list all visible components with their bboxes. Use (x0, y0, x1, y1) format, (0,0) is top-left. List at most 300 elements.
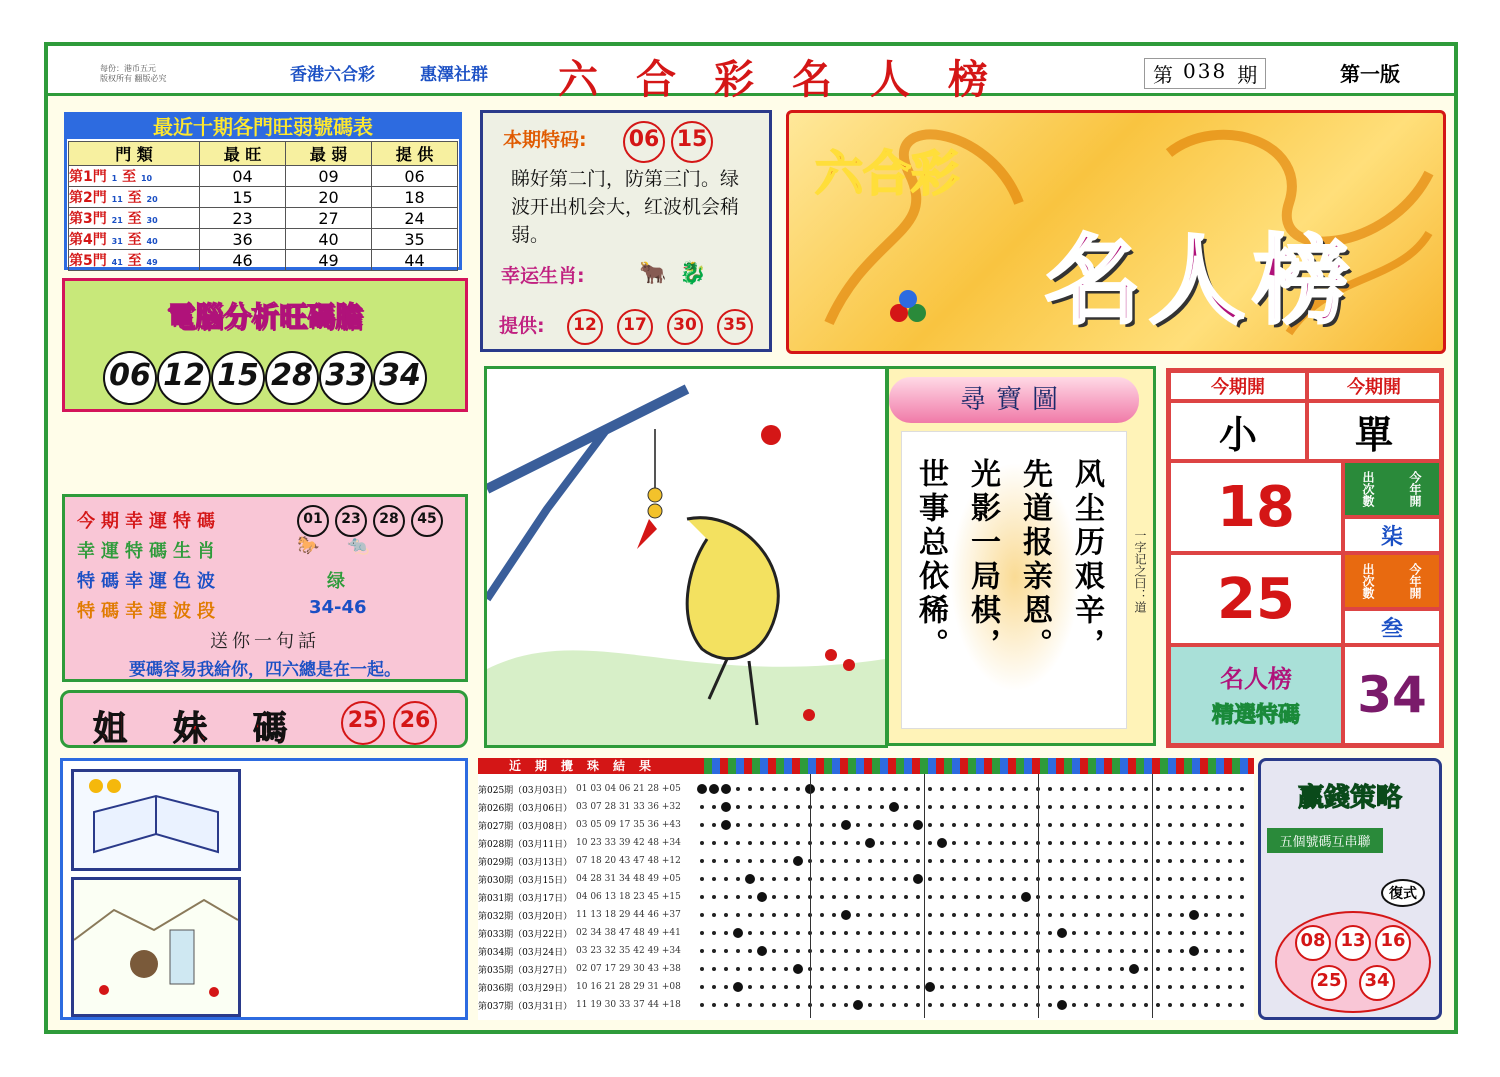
grid-dot (796, 787, 800, 791)
grid-dot (748, 823, 752, 827)
grid-dot (976, 931, 980, 935)
history-period: 第037期（03月31日） (478, 1001, 573, 1012)
grid-dot (760, 1003, 764, 1007)
table-row (69, 250, 458, 271)
grid-dot (1240, 967, 1244, 971)
grid-dot (700, 967, 704, 971)
grid-dot (904, 949, 908, 953)
grid-dot (733, 982, 743, 992)
grid-dot (1072, 931, 1076, 935)
grid-dot (856, 985, 860, 989)
grid-dot (940, 931, 944, 935)
grid-dot (760, 823, 764, 827)
grid-dot (1000, 931, 1004, 935)
grid-dot (1048, 787, 1052, 791)
grid-dot (820, 823, 824, 827)
history-panel (478, 758, 1254, 1020)
header-bar (48, 46, 1454, 103)
grid-dot (952, 931, 956, 935)
grid-dot (856, 787, 860, 791)
grid-dot (724, 859, 728, 863)
grid-dot (868, 805, 872, 809)
grid-dot (892, 1003, 896, 1007)
result-count-2: 叁 (1343, 609, 1441, 645)
grid-dot (916, 949, 920, 953)
grid-dot (856, 841, 860, 845)
grid-dot (1000, 805, 1004, 809)
history-row (478, 942, 696, 960)
grid-dot (976, 877, 980, 881)
featured-title: 名人榜 (1220, 665, 1292, 693)
grid-divider (1152, 774, 1153, 1018)
grid-dot (1012, 913, 1016, 917)
grid-dot (1240, 949, 1244, 953)
grid-dot (1156, 931, 1160, 935)
saying-title: 送你一句話 (210, 631, 320, 652)
grid-dot (1048, 877, 1052, 881)
grid-dot (796, 805, 800, 809)
grid-dot (1132, 823, 1136, 827)
grid-dot (940, 877, 944, 881)
grid-dot (772, 1003, 776, 1007)
grid-dot (1156, 985, 1160, 989)
grid-dot (748, 895, 752, 899)
grid-dot (784, 1003, 788, 1007)
poem-column: 先道报亲恩。 (1017, 458, 1052, 662)
copyright-note-line: 版权所有 翻版必究 (100, 74, 167, 83)
lucky-color-value: 绿 (327, 571, 345, 592)
grid-dot (976, 949, 980, 953)
grid-dot (1216, 949, 1220, 953)
grid-dot (1120, 967, 1124, 971)
grid-dot (1204, 877, 1208, 881)
grid-dot (700, 985, 704, 989)
crane-picture (484, 366, 888, 748)
history-grid (696, 780, 1254, 1014)
grid-dot (1180, 949, 1184, 953)
history-row (478, 960, 696, 978)
grid-dot (1168, 931, 1172, 935)
gate-to-label: 至 (127, 232, 142, 248)
gate-from: 21 (111, 216, 123, 225)
grid-dot (904, 877, 908, 881)
grid-dot (880, 895, 884, 899)
grid-dot (1240, 859, 1244, 863)
grid-dot (1132, 895, 1136, 899)
hk-mark6-link[interactable]: 香港六合彩 (290, 65, 375, 85)
grid-dot (1144, 967, 1148, 971)
grid-dot (976, 967, 980, 971)
special-code-text: 睇好第二门，防第三门。绿波开出机会大，红波机会稍弱。 (511, 168, 740, 246)
grid-dot (1156, 841, 1160, 845)
grid-dot (1120, 877, 1124, 881)
grid-dot (1084, 931, 1088, 935)
grid-dot (748, 967, 752, 971)
grid-dot (1144, 895, 1148, 899)
strategy-number: 13 (1335, 925, 1371, 961)
grid-dot (1240, 841, 1244, 845)
history-numbers: 10 16 21 28 29 31 +08 (576, 982, 681, 992)
grid-dot (853, 1000, 863, 1010)
grid-dot (916, 859, 920, 863)
grid-dot (1228, 823, 1232, 827)
grid-dot (856, 859, 860, 863)
grid-dot (1144, 931, 1148, 935)
grid-dot (1180, 841, 1184, 845)
grid-dot (760, 787, 764, 791)
grid-dot (1132, 985, 1136, 989)
grid-dot (748, 1003, 752, 1007)
grid-dot (820, 913, 824, 917)
grid-dot (793, 856, 803, 866)
grid-dot (712, 985, 716, 989)
special-code-panel (480, 110, 772, 352)
result-count-1: 柒 (1343, 517, 1441, 553)
grid-dot (820, 787, 824, 791)
grid-dot (712, 841, 716, 845)
grid-dot (1120, 841, 1124, 845)
grid-dot (1216, 787, 1220, 791)
grid-dot (1156, 859, 1160, 863)
lucky-line1-label: 今期幸運特碼 (77, 511, 221, 532)
grid-dot (1060, 859, 1064, 863)
grid-dot (1180, 787, 1184, 791)
grid-dot (700, 859, 704, 863)
grid-dot (889, 802, 899, 812)
grid-dot (796, 931, 800, 935)
strategy-number: 34 (1359, 965, 1395, 1001)
history-row (478, 816, 696, 834)
grid-dot (904, 823, 908, 827)
grid-dot (736, 823, 740, 827)
treasure-map-title: 尋寶圖 (889, 377, 1139, 423)
grid-dot (1000, 949, 1004, 953)
grid-dot (892, 931, 896, 935)
grid-dot (1096, 913, 1100, 917)
hot-cell: 15 (200, 187, 286, 208)
grid-dot (1132, 805, 1136, 809)
grid-dot (748, 859, 752, 863)
grid-dot (868, 895, 872, 899)
grid-dot (1228, 787, 1232, 791)
grid-dot (952, 877, 956, 881)
grid-dot (1144, 913, 1148, 917)
grid-dot (1216, 877, 1220, 881)
grid-dot (1192, 805, 1196, 809)
lucky-number: 01 (297, 505, 329, 537)
grid-dot (1012, 823, 1016, 827)
grid-dot (880, 913, 884, 917)
grid-dot (796, 985, 800, 989)
history-period: 第032期（03月20日） (478, 911, 573, 922)
grid-dot (796, 949, 800, 953)
grid-dot (784, 787, 788, 791)
grid-dot (988, 787, 992, 791)
result-label-2a: 出次數 (1361, 563, 1375, 599)
grid-dot (1192, 877, 1196, 881)
grid-dot (757, 946, 767, 956)
grid-dot (1108, 823, 1112, 827)
grid-dot (1012, 895, 1016, 899)
grid-dot (964, 787, 968, 791)
grid-dot (988, 931, 992, 935)
grid-dot (868, 967, 872, 971)
grid-dot (904, 967, 908, 971)
grid-dot (1048, 967, 1052, 971)
grid-dot (1120, 805, 1124, 809)
grid-dot (712, 805, 716, 809)
grid-dot (844, 805, 848, 809)
grid-dot (892, 859, 896, 863)
price-note (100, 64, 210, 84)
grid-dot (724, 841, 728, 845)
lucky-line2-label: 幸運特碼生肖 (77, 541, 221, 562)
grid-dot (868, 877, 872, 881)
grid-dot (784, 913, 788, 917)
strategy-number: 16 (1375, 925, 1411, 961)
ten-period-title: 最近十期各門旺弱號碼表 (67, 115, 459, 139)
grid-dot (988, 1003, 992, 1007)
grid-dot (952, 913, 956, 917)
grid-dot (1132, 913, 1136, 917)
grid-dot (928, 787, 932, 791)
grid-dot (1096, 931, 1100, 935)
result-label-2b: 今年開 (1408, 563, 1422, 599)
community-link[interactable]: 惠澤社群 (420, 65, 488, 85)
grid-divider (1038, 774, 1039, 1018)
grid-dot (760, 859, 764, 863)
history-grid-row (696, 870, 1254, 888)
grid-dot (832, 823, 836, 827)
gate-to: 49 (146, 258, 158, 267)
grid-dot (1132, 931, 1136, 935)
grid-dot (868, 931, 872, 935)
weak-cell: 20 (286, 187, 372, 208)
grid-dot (820, 895, 824, 899)
grid-dot (1072, 949, 1076, 953)
grid-dot (1084, 841, 1088, 845)
lucky-number: 28 (373, 505, 405, 537)
grid-dot (1096, 967, 1100, 971)
ten-period-table-panel (64, 112, 462, 270)
grid-dot (760, 841, 764, 845)
grid-dot (748, 985, 752, 989)
grid-dot (1132, 1003, 1136, 1007)
grid-dot (1096, 841, 1100, 845)
grid-dot (976, 841, 980, 845)
grid-dot (772, 985, 776, 989)
grid-dot (1024, 841, 1028, 845)
grid-dot (832, 841, 836, 845)
grid-dot (904, 859, 908, 863)
grid-dot (796, 895, 800, 899)
grid-dot (712, 823, 716, 827)
result-head-1: 今期開 (1169, 371, 1307, 401)
grid-dot (1012, 787, 1016, 791)
special-number: 06 (623, 121, 665, 163)
result-number-1: 18 (1169, 461, 1343, 553)
grid-dot (952, 1003, 956, 1007)
grid-dot (952, 823, 956, 827)
grid-dot (940, 985, 944, 989)
grid-dot (832, 895, 836, 899)
provide-cell: 06 (372, 166, 458, 187)
grid-dot (1180, 1003, 1184, 1007)
grid-dot (952, 895, 956, 899)
grid-dot (856, 895, 860, 899)
weak-cell: 09 (286, 166, 372, 187)
grid-dot (1144, 841, 1148, 845)
grid-dot (1228, 967, 1232, 971)
grid-dot (733, 928, 743, 938)
poem-board (901, 431, 1127, 729)
grid-dot (1228, 1003, 1232, 1007)
grid-dot (868, 949, 872, 953)
grid-dot (856, 931, 860, 935)
grid-dot (1120, 859, 1124, 863)
grid-dot (1024, 859, 1028, 863)
grid-dot (928, 823, 932, 827)
sister-number: 25 (341, 701, 385, 745)
grid-dot (1048, 859, 1052, 863)
gate-name: 第5門 (69, 253, 107, 269)
dragon-icon: 🐉 (679, 261, 707, 286)
grid-dot (1192, 787, 1196, 791)
grid-dot (1012, 949, 1016, 953)
grid-dot (1084, 967, 1088, 971)
grid-dot (856, 967, 860, 971)
grid-dot (964, 877, 968, 881)
grid-dot (772, 877, 776, 881)
grid-dot (1240, 1003, 1244, 1007)
grid-dot (820, 805, 824, 809)
grid-dot (1228, 841, 1232, 845)
grid-dot (1204, 967, 1208, 971)
grid-dot (736, 967, 740, 971)
strategy-subtitle: 五個號碼互串聯 (1267, 828, 1383, 853)
history-period: 第031期（03月17日） (478, 893, 573, 904)
grid-dot (1240, 895, 1244, 899)
featured-box (1169, 645, 1343, 745)
grid-dot (940, 1003, 944, 1007)
grid-dot (1024, 1003, 1028, 1007)
grid-dot (1024, 877, 1028, 881)
price-note-line: 每份：港币五元 (100, 64, 156, 73)
grid-dot (1012, 859, 1016, 863)
history-grid-row (696, 960, 1254, 978)
grid-dot (1192, 841, 1196, 845)
grid-dot (1048, 913, 1052, 917)
gate-name: 第3門 (69, 211, 107, 227)
weak-cell: 40 (286, 229, 372, 250)
grid-dot (1180, 967, 1184, 971)
grid-dot (1120, 1003, 1124, 1007)
history-grid-row (696, 978, 1254, 996)
grid-dot (1024, 823, 1028, 827)
provide-cell: 35 (372, 229, 458, 250)
grid-dot (712, 931, 716, 935)
grid-dot (940, 805, 944, 809)
grid-dot (1000, 823, 1004, 827)
grid-dot (988, 823, 992, 827)
grid-dot (1108, 895, 1112, 899)
grid-dot (1108, 787, 1112, 791)
grid-dot (1072, 787, 1076, 791)
grid-dot (1108, 805, 1112, 809)
gate-to-label: 至 (122, 169, 137, 185)
grid-dot (1048, 805, 1052, 809)
history-period: 第030期（03月15日） (478, 875, 573, 886)
grid-dot (724, 967, 728, 971)
grid-dot (1189, 910, 1199, 920)
grid-dot (1156, 805, 1160, 809)
grid-dot (1144, 949, 1148, 953)
grid-dot (793, 964, 803, 974)
grid-dot (1084, 913, 1088, 917)
grid-divider (810, 774, 811, 1018)
history-row (478, 798, 696, 816)
grid-dot (1204, 895, 1208, 899)
grid-dot (1060, 841, 1064, 845)
grid-dot (916, 841, 920, 845)
grid-dot (724, 895, 728, 899)
poem-column: 风尘历艰辛， (1069, 458, 1104, 662)
history-rows (478, 780, 696, 1014)
treasure-map-panel (886, 366, 1156, 746)
grid-dot (736, 841, 740, 845)
grid-dot (841, 820, 851, 830)
grid-dot (820, 859, 824, 863)
grid-dot (700, 805, 704, 809)
grid-dot (892, 949, 896, 953)
grid-dot (1180, 895, 1184, 899)
gate-cell (69, 187, 200, 208)
grid-dot (784, 841, 788, 845)
grid-dot (1168, 787, 1172, 791)
grid-dot (937, 838, 947, 848)
grid-dot (1144, 787, 1148, 791)
grid-dot (904, 805, 908, 809)
grid-dot (1096, 985, 1100, 989)
col-provide: 提 供 (372, 142, 458, 166)
issue-number: 038 (1183, 59, 1228, 83)
grid-dot (1192, 859, 1196, 863)
grid-dot (916, 787, 920, 791)
special-number: 15 (671, 121, 713, 163)
gate-to: 30 (146, 216, 158, 225)
grid-dot (748, 931, 752, 935)
sister-code-panel (60, 690, 468, 748)
grid-dot (820, 877, 824, 881)
history-period: 第033期（03月22日） (478, 929, 573, 940)
grid-dot (868, 913, 872, 917)
grid-dot (1096, 895, 1100, 899)
grid-dot (844, 841, 848, 845)
grid-dot (913, 820, 923, 830)
analysis-number: 34 (373, 351, 427, 405)
computer-analysis-numbers (65, 351, 465, 405)
grid-dot (736, 913, 740, 917)
grid-dot (760, 985, 764, 989)
grid-dot (1096, 877, 1100, 881)
grid-dot (1144, 823, 1148, 827)
grid-dot (1192, 967, 1196, 971)
grid-dot (1192, 931, 1196, 935)
lucky-box-panel (62, 494, 468, 682)
poem-column: 光影一局棋， (965, 458, 1000, 662)
grid-dot (796, 1003, 800, 1007)
grid-dot (988, 805, 992, 809)
